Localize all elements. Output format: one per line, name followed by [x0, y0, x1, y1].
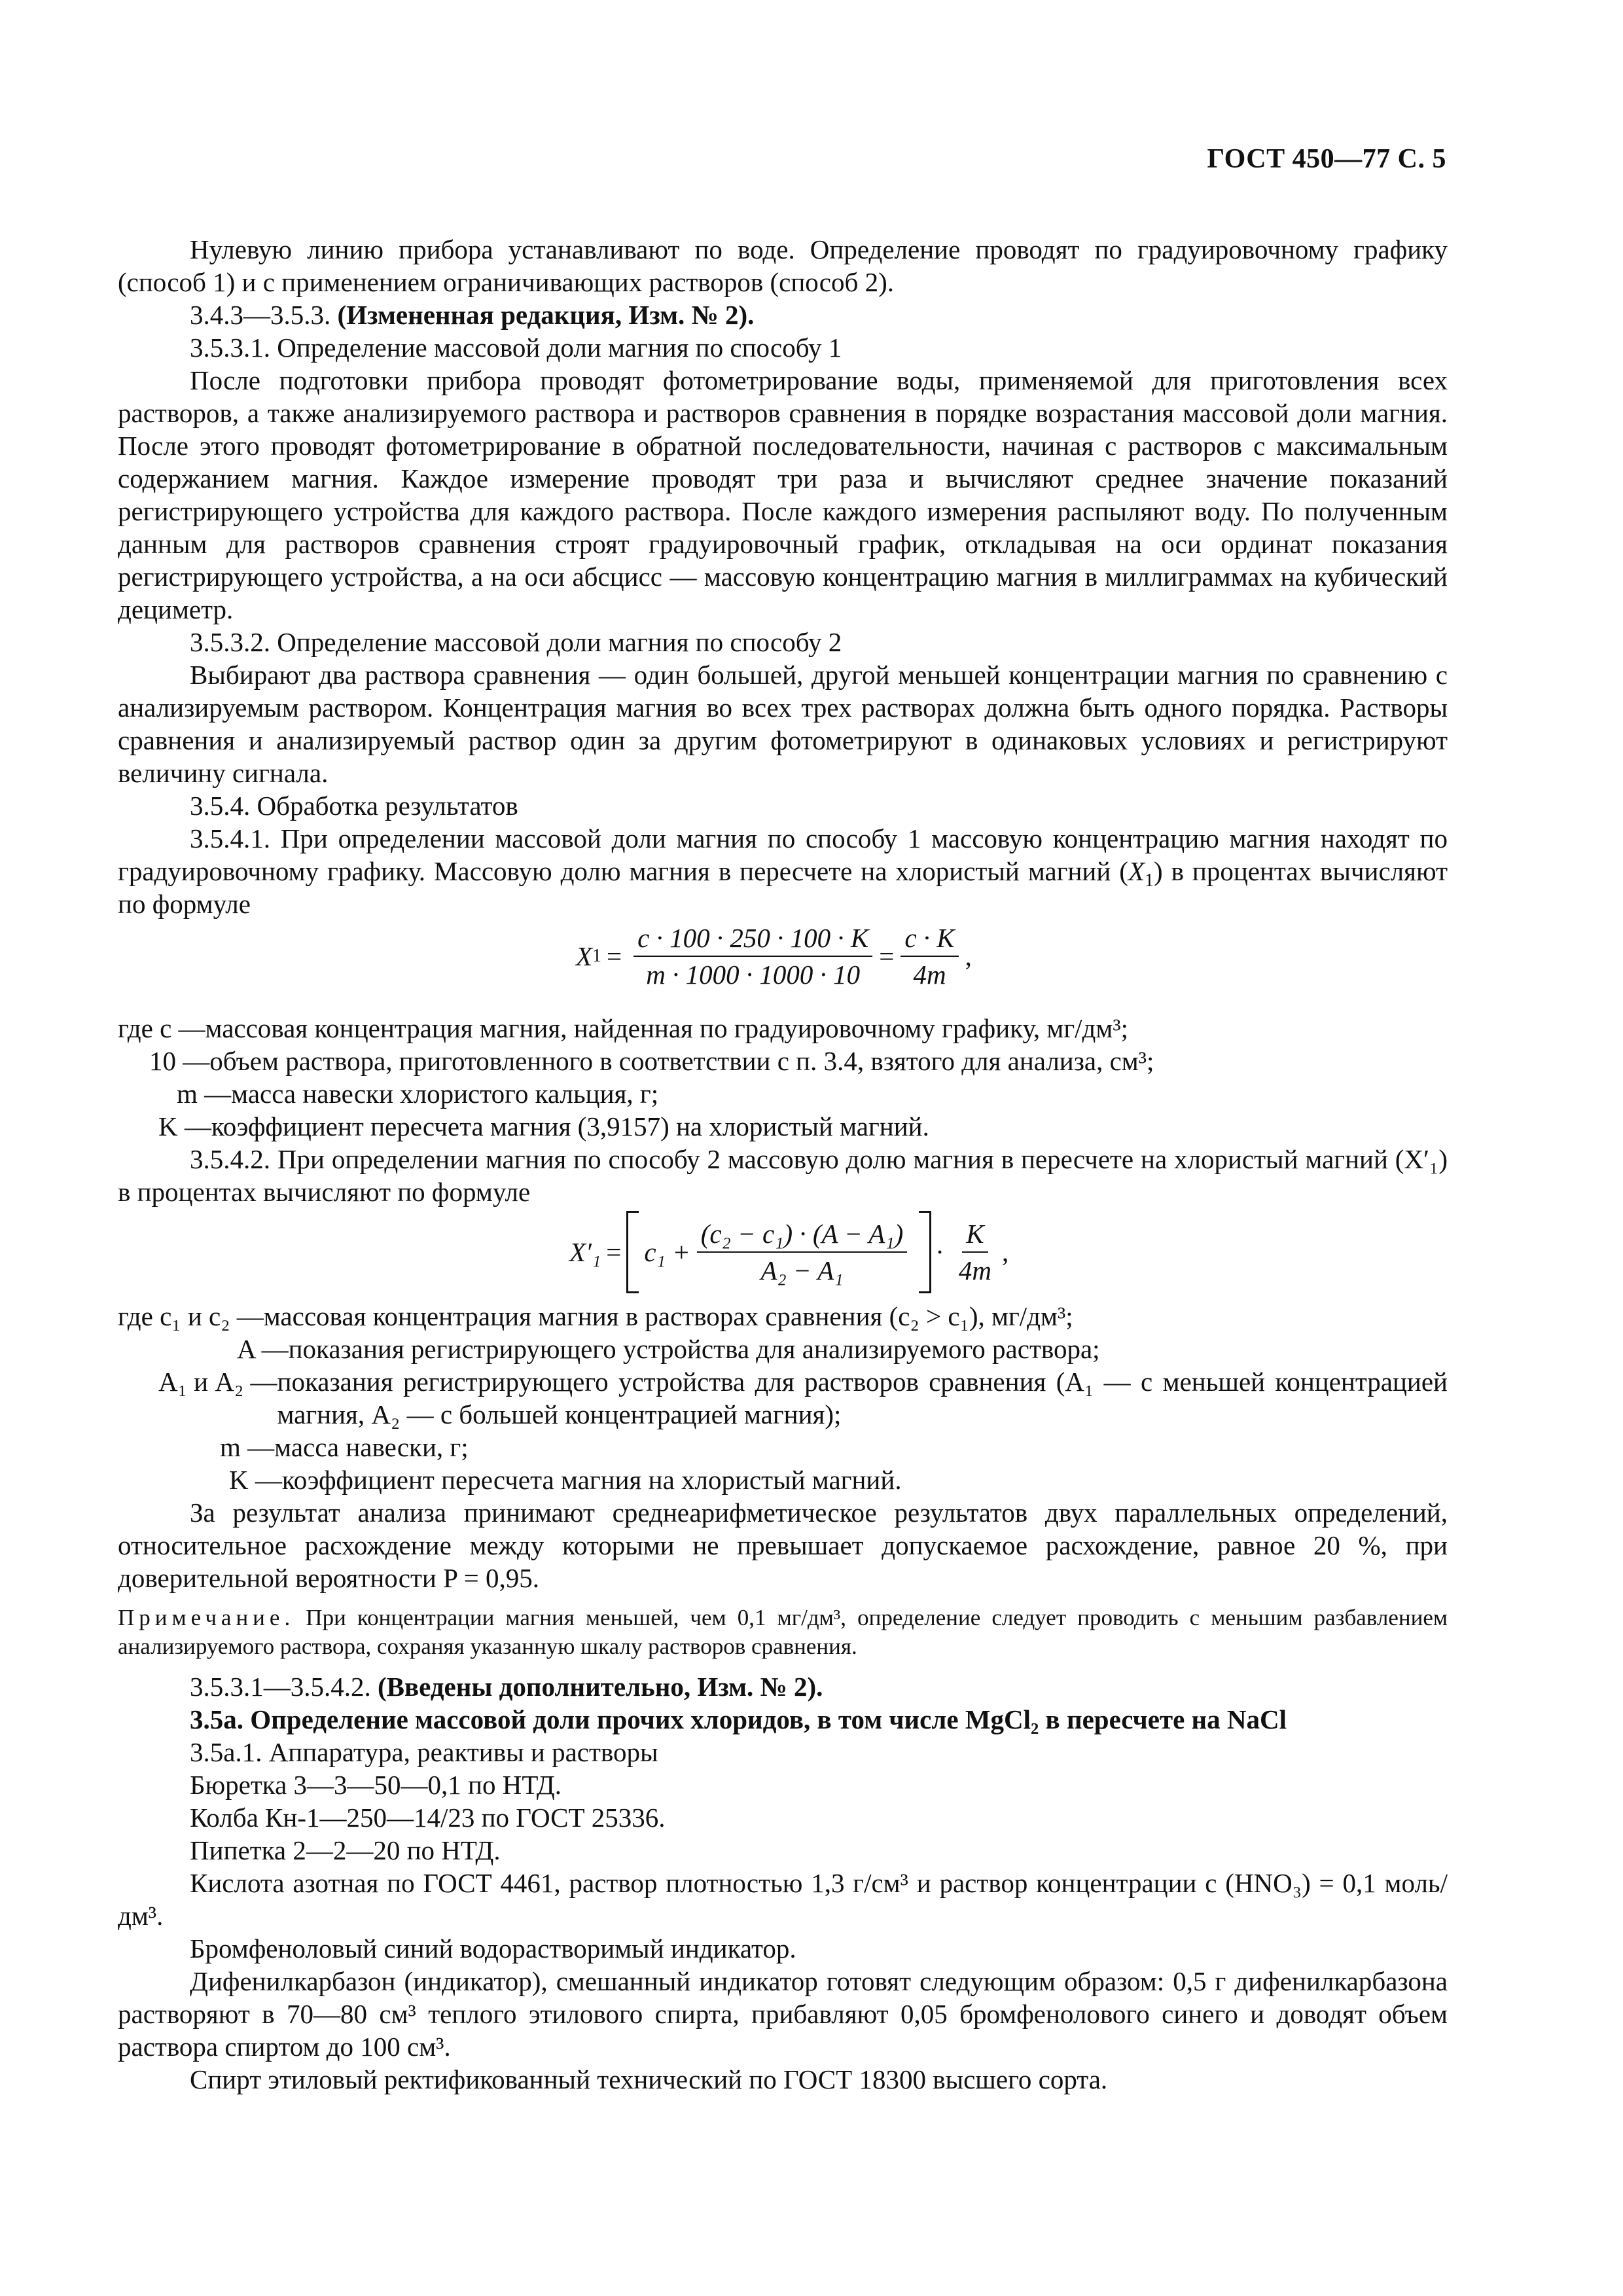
paragraph: Выбирают два раствора сравнения — один большей, другой меньшей концентрации магния по сравнению с анализируемым раствором. Концентрация магния во всех трех растворах должна быть одного порядка. Растворы сравнения и анализируемый раствор один за другим фотометрируют в одинаковых условиях и регистрируют величину сигнала. [118, 660, 1448, 788]
amendment-label: (Введены дополнительно, Изм. № 2). [378, 1672, 823, 1702]
text-run: 3.5.4.1. При определении массовой доли магния по способу 1 массовую концентрацию магния находят по градуировочному графику. Массовую долю магния в пересчете на хлористый магний ( [118, 823, 1448, 886]
definition-row [118, 1431, 1448, 1463]
paragraph: После подготовки прибора проводят фотометрирование воды, применяемой для приготовления всех растворов, а также анализируемого раствора и растворов сравнения в порядке возрастания массовой доли магния. После этого проводят фотометрирование в обратной последовательности, начиная с растворов с максимальным содержанием магния. Каждое измерение проводят три раза и вычисляют среднее значение показаний регистрирующего устройства для каждого раствора. После каждого измерения распыляют воду. По полученным данным для растворов сравнения строят градуировочный график, откладывая на оси ординат показания регистрирующего устройства, а на оси абсцисс — массовую концентрацию магния в миллиграммах на кубический дециметр. [118, 365, 1448, 624]
definition-text: показания регистрирующего устройства для анализируемого раствора; [288, 1334, 1100, 1364]
fraction [633, 923, 872, 990]
definition-term: m — [177, 1079, 232, 1109]
list-item: Бюретка 3—3—50—0,1 по НТД. [190, 1770, 562, 1800]
paragraph: Нулевую линию прибора устанавливают по воде. Определение проводят по градуировочному графику (способ 1) и с применением ограничивающих растворов (способ 2). [118, 234, 1448, 297]
note-label: Примечание. [118, 1605, 295, 1630]
right-bracket [919, 1211, 931, 1293]
definition-row [118, 1333, 1448, 1365]
numerator: K [962, 1219, 988, 1253]
paragraph: За результат анализа принимают среднеарифметическое результатов двух параллельных определений, относительное расхождение между которыми не превышает допускаемое расхождение, равное 20 %, при доверительной вероятности P = 0,95. [118, 1498, 1448, 1593]
definition-text: масса навески, г; [274, 1432, 469, 1462]
section-heading: 3.5.3.2. Определение массовой доли магния по способу 2 [190, 627, 842, 657]
section-number: 3.5.3.1—3.5.4.2. [190, 1672, 371, 1702]
left-bracket [626, 1211, 639, 1293]
denominator: 4m [913, 960, 946, 990]
equals-sign: = [607, 941, 622, 971]
multiply-sign: · [935, 1237, 944, 1267]
section-heading: 3.5а. Определение массовой доли прочих хлоридов, в том числе MgCl₂ в пересчете на NaCl [190, 1704, 1287, 1734]
punctuation: , [965, 941, 972, 971]
definition-term: K — [158, 1111, 211, 1141]
page-content [118, 233, 1448, 2096]
definition-row [118, 1077, 1448, 1110]
equals-sign: = [606, 1237, 622, 1267]
list-item: Спирт этиловый ректификованный технический по ГОСТ 18300 высшего сорта. [190, 2064, 1108, 2094]
fraction [955, 1219, 995, 1285]
paragraph [118, 822, 1448, 920]
equals-sign: = [879, 941, 895, 971]
denominator: A₂ − A₁ [760, 1255, 844, 1285]
paragraph: 3.5.4.2. При определении магния по способу 2 массовую долю магния в пересчете на хлористый магний (X′₁) в процентах вычисляют по формуле [118, 1144, 1448, 1207]
fraction [697, 1219, 907, 1285]
definition-term: m — [220, 1432, 275, 1462]
amendment-note [118, 1670, 1448, 1703]
amendment-note [118, 298, 1448, 331]
definition-text: показания регистрирующего устройства для растворов сравнения (A₁ — с меньшей концентрацией магния, A₂ — с большей концентрацией магния); [277, 1367, 1448, 1429]
definition-row [118, 1365, 1448, 1431]
definition-text: массовая концентрация магния в растворах сравнения (c₂ > c₁), мг/дм³; [263, 1301, 1073, 1331]
definition-term: где c₁ и c₂ — [118, 1301, 264, 1331]
definition-term: A₁ и A₂ — [158, 1367, 277, 1397]
list-item: Пипетка 2—2—20 по НТД. [190, 1835, 501, 1865]
definition-term: A — [237, 1334, 289, 1364]
definition-term: 10 — [149, 1046, 210, 1076]
numerator: (c₂ − c₁) · (A − A₁) [697, 1219, 907, 1253]
definition-text: массовая концентрация магния, найденная по градуировочному графику, мг/дм³; [205, 1013, 1129, 1043]
formula-term: c₁ + [644, 1237, 690, 1267]
fraction [901, 923, 958, 990]
punctuation: , [1002, 1237, 1009, 1267]
definitions-2 [118, 1300, 1448, 1496]
definition-text: масса навески хлористого кальция, г; [231, 1079, 659, 1109]
amendment-label: (Измененная редакция, Изм. № 2). [337, 300, 755, 330]
page-header: ГОСТ 450—77 С. 5 [1207, 144, 1446, 174]
definition-text: объем раствора, приготовленного в соответствии с п. 3.4, взятого для анализа, см³; [209, 1046, 1154, 1076]
definitions-1 [118, 1012, 1448, 1143]
definition-row [118, 1300, 1448, 1333]
list-item: Кислота азотная по ГОСТ 4461, раствор плотностью 1,3 г/см³ и раствор концентрации c (HNO₃) = 0,1 моль/дм³. [118, 1868, 1448, 1931]
text-run: ) в процентах вычисляют по формуле [118, 856, 1448, 919]
definition-text: коэффициент пересчета магния (3,9157) на хлористый магний. [211, 1111, 929, 1141]
numerator: c · 100 · 250 · 100 · K [633, 923, 872, 957]
definition-row [118, 1110, 1448, 1143]
subscript: 1 [1144, 870, 1154, 891]
list-item: Дифенилкарбазон (индикатор), смешанный индикатор готовят следующим образом: 0,5 г дифенилкарбазона растворяют в 70—80 см³ теплого этилового спирта, прибавляют 0,05 бромфенолового синего и доводят объем раствора спиртом до 100 см³. [118, 1966, 1448, 2062]
section-heading: 3.5.4. Обработка результатов [190, 791, 518, 821]
definition-text: коэффициент пересчета магния на хлористый магний. [281, 1465, 902, 1495]
list-item: Бромфеноловый синий водорастворимый индикатор. [190, 1933, 796, 1964]
formula-1: X 1 = $\frac{c \cdot 100 \cdot 250 \cdot 100 \cdot K}{m \cdot 1000 \cdot 1000 \cdot 10}$ = $\frac{c \cdot K}{4m}$ , [576, 923, 972, 990]
variable: X [1128, 856, 1145, 886]
list-item: Колба Кн-1—250—14/23 по ГОСТ 25336. [190, 1803, 666, 1833]
section-number: 3.4.3—3.5.3. [190, 300, 331, 330]
numerator: c · K [901, 923, 958, 957]
definition-row [118, 1012, 1448, 1045]
definition-row [118, 1045, 1448, 1077]
section-heading: 3.5.3.1. Определение массовой доли магния по способу 1 [190, 332, 842, 363]
formula-2 [118, 1208, 1448, 1300]
section-heading: 3.5а.1. Аппаратура, реактивы и растворы [190, 1737, 658, 1767]
formula-lhs: X′₁ [569, 1237, 601, 1267]
note-text: При концентрации магния меньшей, чем 0,1 мг/дм³, определение следует проводить с меньшим разбавлением анализируемого раствора, сохраняя указанную шкалу растворов сравнения. [118, 1605, 1448, 1659]
definition-row [118, 1463, 1448, 1496]
formula-lhs: X [576, 941, 593, 971]
denominator: 4m [958, 1255, 992, 1285]
definition-term: где c — [118, 1013, 205, 1043]
note [118, 1604, 1448, 1661]
denominator: m · 1000 · 1000 · 10 [646, 960, 861, 990]
definition-term: K — [229, 1465, 282, 1495]
